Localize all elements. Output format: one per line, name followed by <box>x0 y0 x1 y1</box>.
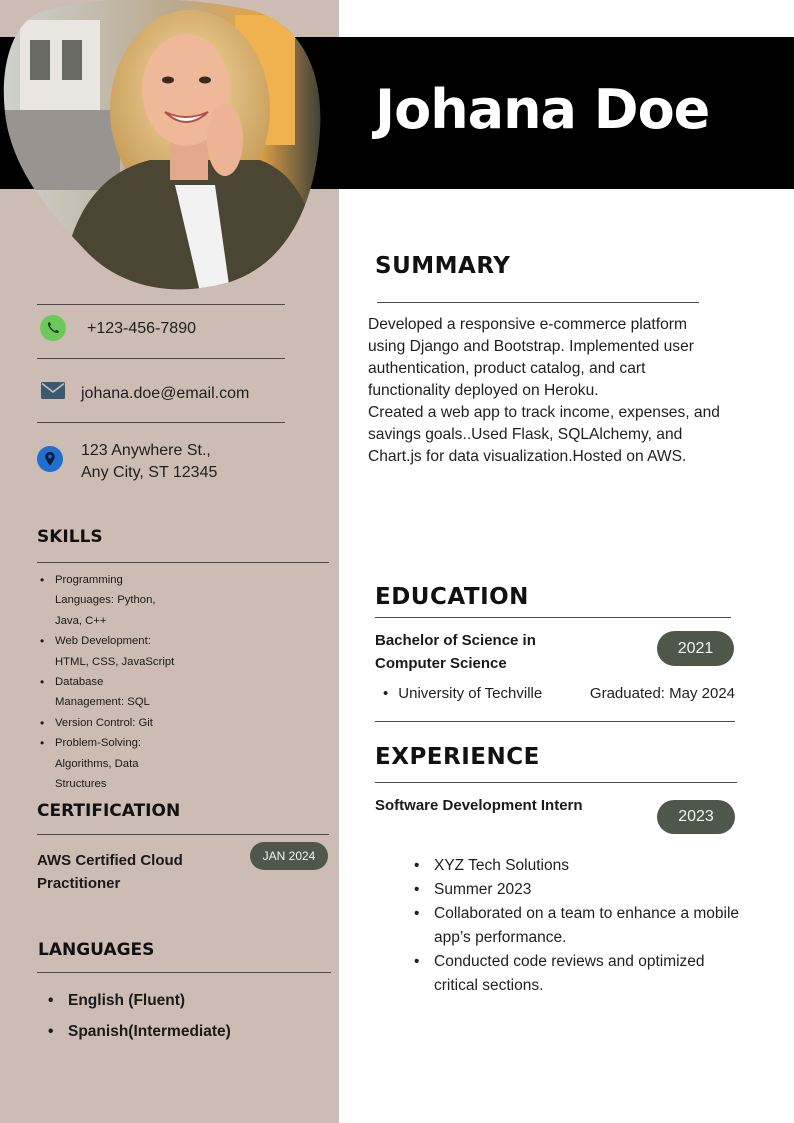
profile-photo <box>0 0 322 292</box>
skill-line: • Web Development: <box>55 635 151 648</box>
contact-divider-middle <box>37 358 285 359</box>
school-name: University of Techville <box>398 685 543 702</box>
experience-year-badge: 2023 <box>657 800 735 834</box>
education-year-badge: 2021 <box>657 631 734 666</box>
certification-date-badge: JAN 2024 <box>250 842 328 870</box>
summary-paragraph: Developed a responsive e-commerce platform using Django and Bootstrap. Implemented user authentication, product catalog, and cart functionality deployed on Heroku. Created a web app to track income, expenses, and savings goals..Used Flask, SQLAlchemy, and Chart.js for data visualization.Hosted on AWS. <box>368 316 720 465</box>
skill-line: Structures <box>55 778 107 791</box>
school-item <box>383 685 542 702</box>
education-heading: EDUCATION <box>375 584 529 610</box>
email-address[interactable]: johana.doe@email.com <box>81 385 250 402</box>
graduation-date: Graduated: May 2024 <box>589 685 735 702</box>
phone-icon <box>40 315 66 341</box>
bullet-icon: • <box>383 685 389 702</box>
candidate-name: Johana Doe <box>375 78 710 141</box>
education-divider <box>375 617 731 618</box>
education-details <box>383 685 735 702</box>
list-item <box>38 733 238 794</box>
list-item: • English (Fluent) <box>48 986 231 1017</box>
location-pin-icon <box>37 446 63 472</box>
skill-line: • Programming <box>55 574 123 586</box>
list-item: • Summer 2023 <box>414 878 744 902</box>
languages-divider <box>37 972 331 973</box>
skills-divider <box>37 562 329 563</box>
phone-row <box>87 318 196 340</box>
certification-divider <box>37 834 329 835</box>
languages-list <box>48 986 231 1047</box>
certification-title: AWS Certified Cloud Practitioner <box>37 852 183 892</box>
languages-heading: LANGUAGES <box>38 940 155 960</box>
skills-heading: SKILLS <box>37 527 103 547</box>
experience-list <box>414 854 744 998</box>
skill-line: • Database <box>55 676 104 689</box>
list-item <box>38 672 238 713</box>
skill-line: • Problem-Solving: <box>55 737 142 750</box>
list-item <box>38 570 238 631</box>
list-item: • Conducted code reviews and optimized critical sections. <box>414 950 744 998</box>
experience-divider <box>375 782 737 783</box>
skill-line: Management: SQL <box>55 696 150 709</box>
summary-divider <box>377 302 699 303</box>
degree-title: Bachelor of Science in Computer Science <box>375 632 536 672</box>
summary-text <box>368 314 784 468</box>
list-item: • Collaborated on a team to enhance a mobile app’s performance. <box>414 902 744 950</box>
list-item: • XYZ Tech Solutions <box>414 854 744 878</box>
skill-line: Algorithms, Data <box>55 757 139 770</box>
skills-list <box>38 570 238 794</box>
address-line-1: 123 Anywhere St., <box>81 442 211 459</box>
skill-line: Java, C++ <box>55 614 107 627</box>
experience-heading: EXPERIENCE <box>375 744 540 770</box>
list-item <box>38 713 238 733</box>
list-item <box>38 631 238 672</box>
address-block <box>81 440 217 484</box>
certification-heading: CERTIFICATION <box>37 801 181 821</box>
phone-number[interactable]: +123-456-7890 <box>87 320 196 337</box>
education-bottom-divider <box>375 721 735 722</box>
mail-icon <box>41 382 65 399</box>
skill-line: • Version Control: Git <box>55 716 153 729</box>
list-item: • Spanish(Intermediate) <box>48 1017 231 1048</box>
skill-line: HTML, CSS, JavaScript <box>55 655 175 668</box>
contact-divider-top <box>37 304 285 305</box>
email-row <box>81 383 249 405</box>
address-line-2: Any City, ST 12345 <box>81 464 218 481</box>
contact-divider-bottom <box>37 422 285 423</box>
job-title: Software Development Intern <box>375 797 583 814</box>
skill-line: Languages: Python, <box>55 594 156 607</box>
summary-heading: SUMMARY <box>375 253 511 279</box>
